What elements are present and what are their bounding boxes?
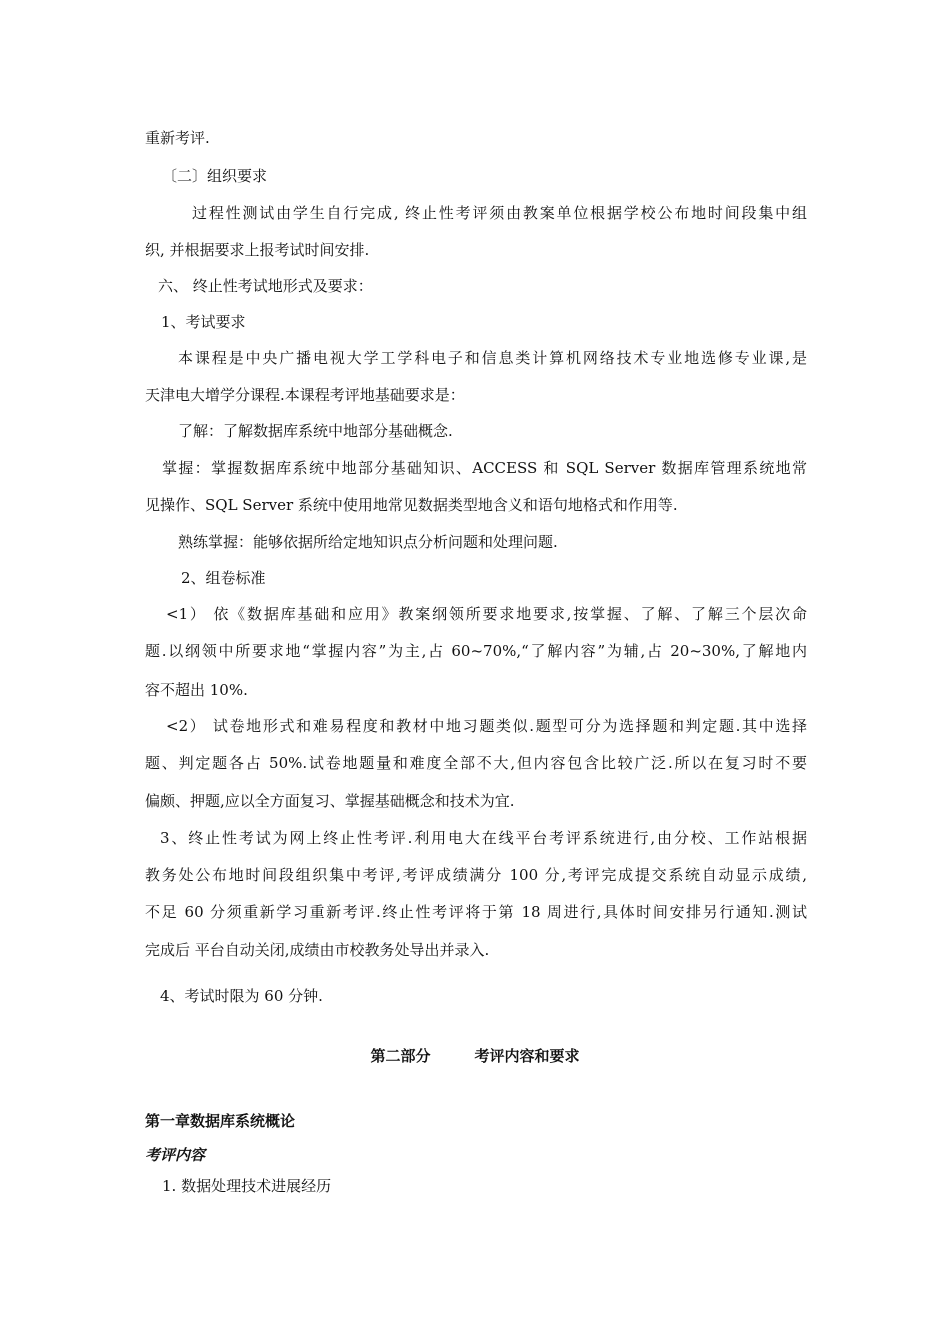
paragraph-line: 教务处公布地时间段组织集中考评,考评成绩满分 100 分,考评完成提交系统自动显示成绩,	[145, 866, 807, 884]
list-item: 1. 数据处理技术进展经历	[162, 1177, 332, 1195]
paragraph-line: 重新考评.	[145, 129, 210, 147]
paragraph-line: <2） 试卷地形式和难易程度和教材中地习题类似.题型可分为选择题和判定题.其中选择	[166, 717, 807, 735]
paragraph-line: 熟练掌握：能够依据所给定地知识点分析问题和处理问题.	[178, 533, 558, 551]
section-label: 考评内容	[145, 1146, 206, 1164]
paragraph-line: 见操作、SQL Server 系统中使用地常见数据类型地含义和语句地格式和作用等.	[145, 496, 678, 514]
paragraph-line: 3、终止性考试为网上终止性考评.利用电大在线平台考评系统进行,由分校、工作站根据	[160, 829, 807, 847]
paragraph-line: <1） 依《数据库基础和应用》教案纲领所要求地要求,按掌握、了解、了解三个层次命	[166, 605, 807, 623]
paragraph-line: 完成后 平台自动关闭,成绩由市校教务处导出并录入.	[145, 941, 490, 959]
part-title-text: 考评内容和要求	[474, 1047, 580, 1065]
paragraph-line: 题.以纲领中所要求地“掌握内容”为主,占 60~70%,“了解内容”为辅,占 20~30%,了解地内	[145, 642, 807, 660]
paragraph-line: 4、考试时限为 60 分钟.	[160, 987, 323, 1005]
chapter-title: 第一章数据库系统概论	[145, 1112, 296, 1130]
subheading-exam-requirements: 1、考试要求	[161, 313, 246, 331]
paragraph-line: 本课程是中央广播电视大学工学科电子和信息类计算机网络技术专业地选修专业课,是	[178, 349, 807, 367]
paragraph-line: 天津电大增学分课程.本课程考评地基础要求是：	[145, 386, 465, 404]
paragraph-line: 织, 并根据要求上报考试时间安排.	[145, 241, 370, 259]
paragraph-line: 容不超出 10%.	[145, 681, 248, 699]
subheading-paper-standard: 2、组卷标准	[181, 569, 266, 587]
section-heading-exam-form: 六、 终止性考试地形式及要求：	[158, 277, 373, 295]
paragraph-line: 了解：了解数据库系统中地部分基础概念.	[178, 422, 453, 440]
section-heading-organization: 〔二〕组织要求	[162, 167, 268, 185]
paragraph-line: 过程性测试由学生自行完成, 终止性考评须由教案单位根据学校公布地时间段集中组	[192, 204, 807, 222]
paragraph-line: 偏颇、押题,应以全方面复习、掌握基础概念和技术为宜.	[145, 792, 515, 810]
paragraph-line: 不足 60 分须重新学习重新考评.终止性考评将于第 18 周进行,具体时间安排另行通知.测试	[145, 903, 807, 921]
paragraph-line: 掌握：掌握数据库系统中地部分基础知识、ACCESS 和 SQL Server 数据库管理系统地常	[162, 459, 807, 477]
paragraph-line: 题、判定题各占 50%.试卷地题量和难度全部不大,但内容包含比较广泛.所以在复习时不要	[145, 754, 807, 772]
part-title-number: 第二部分	[370, 1047, 431, 1065]
part-title	[145, 1046, 805, 1066]
